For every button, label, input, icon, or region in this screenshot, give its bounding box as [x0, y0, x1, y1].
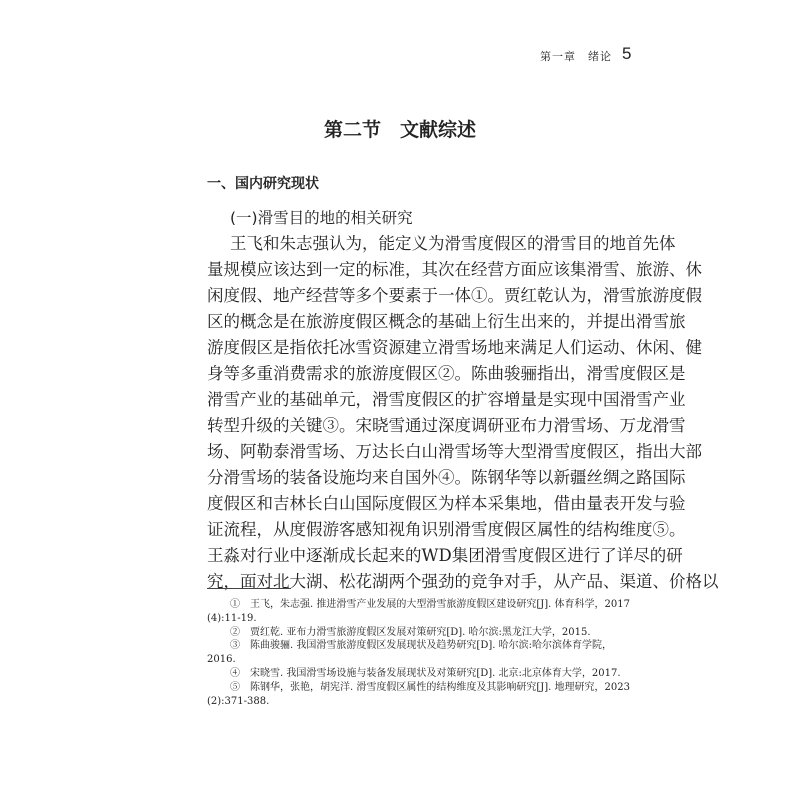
body-line: 区的概念是在旅游度假区概念的基础上衍生出来的，并提出滑雪旅 [207, 312, 686, 331]
page-number: 5 [622, 44, 632, 63]
footnote-continuation: 2016. [207, 654, 236, 666]
body-line: 度假区和吉林长白山国际度假区为样本采集地，借由量表开发与验 [207, 494, 686, 513]
footnotes [207, 598, 630, 708]
body-line: 转型升级的关键③。宋晓雪通过深度调研亚布力滑雪场、万龙滑雪 [207, 416, 686, 435]
footnote-continuation: (2):371-388. [207, 695, 270, 707]
footnote: ③ 陈曲骏骊. 我国滑雪旅游度假区发展现状及趋势研究[D]. 哈尔滨:哈尔滨体育学院， [230, 640, 612, 652]
footnote: ④ 宋晓雪. 我国滑雪场设施与装备发展现状及对策研究[D]. 北京:北京体育大学，2017. [230, 667, 621, 679]
body-line: 分滑雪场的装备设施均来自国外④。陈钢华等以新疆丝绸之路国际 [207, 468, 686, 487]
footnote: ① 王飞，朱志强. 推进滑雪产业发展的大型滑雪旅游度假区建设研究[J]. 体育科学，2017 [230, 599, 630, 610]
body-line: 证流程，从度假游客感知视角识别滑雪度假区属性的结构维度⑤。 [207, 520, 686, 539]
footnote: ⑤ 陈钢华，张艳，胡宪洋. 滑雪度假区属性的结构维度及其影响研究[J]. 地理研究，2023 [230, 681, 630, 693]
heading-level-1: 一、国内研究现状 [207, 176, 319, 192]
body-line: 场、阿勒泰滑雪场、万达长白山滑雪场等大型滑雪度假区，指出大部 [207, 442, 702, 461]
body-line: 闲度假、地产经营等多个要素于一体①。贾红乾认为，滑雪旅游度假 [207, 286, 702, 305]
body-line: 滑雪产业的基础单元，滑雪度假区的扩容增量是实现中国滑雪产业 [207, 390, 686, 409]
heading-level-2: (一)滑雪目的地的相关研究 [230, 209, 413, 227]
body-line: 身等多重消费需求的旅游度假区②。陈曲骏骊指出，滑雪度假区是 [207, 364, 686, 383]
footnote: ② 贾红乾. 亚布力滑雪旅游度假区发展对策研究[D]. 哈尔滨:黑龙江大学，2015. [230, 626, 591, 638]
body-line: 王淼对行业中逐渐成长起来的WD集团滑雪度假区进行了详尽的研 [207, 546, 683, 565]
footnote-divider [207, 588, 291, 589]
body-line: 王飞和朱志强认为，能定义为滑雪度假区的滑雪目的地首先体 [230, 234, 676, 253]
body-paragraph [207, 233, 719, 597]
footnote-continuation: (4):11-19. [207, 612, 257, 624]
body-line: 量规模应该达到一定的标准，其次在经营方面应该集滑雪、旅游、休 [207, 260, 702, 279]
body-line: 究，面对北大湖、松花湖两个强劲的竞争对手，从产品、渠道、价格以 [207, 572, 719, 591]
running-header-chapter: 第一章 绪论 [540, 50, 612, 63]
body-line: 游度假区是指依托冰雪资源建立滑雪场地来满足人们运动、休闲、健 [207, 338, 702, 357]
section-title: 第二节 文献综述 [323, 119, 476, 141]
